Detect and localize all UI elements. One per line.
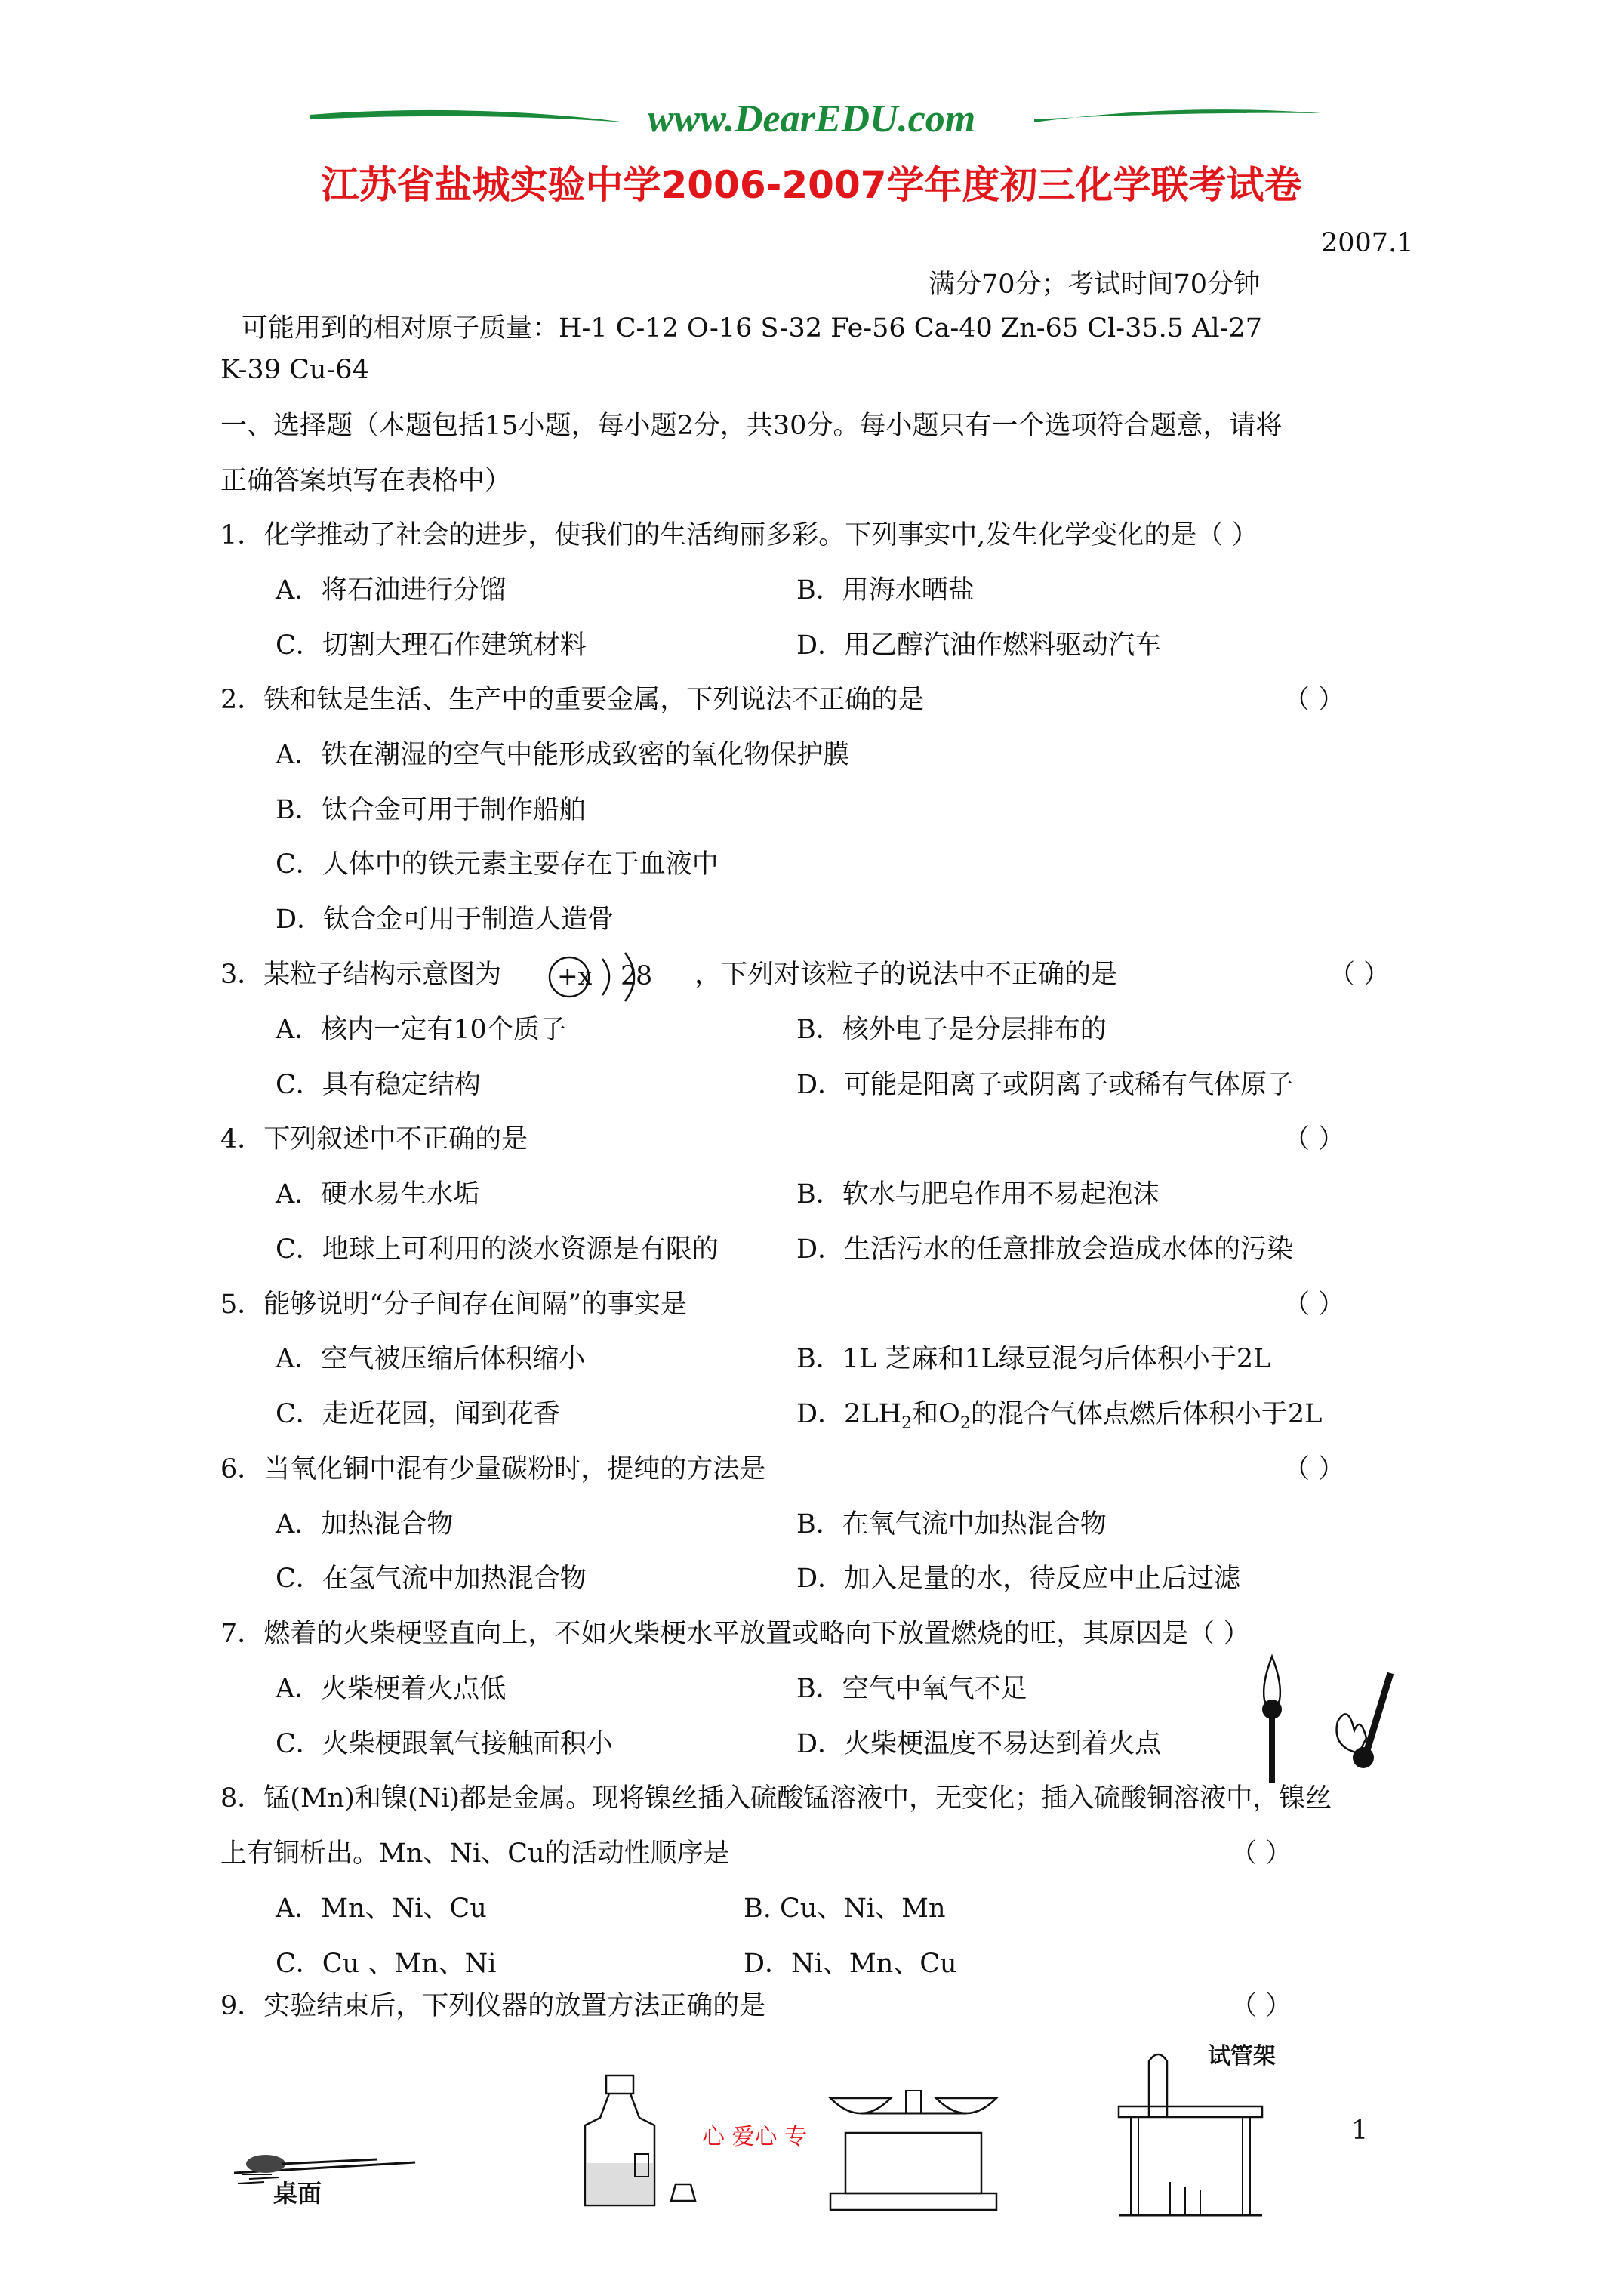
- q7-option-c: C．火柴梗跟氧气接触面积小: [276, 1729, 613, 1759]
- q9-answer-paren: （ ）: [1230, 1991, 1292, 2021]
- q5-option-c: C．走近花园，闻到花香: [276, 1399, 560, 1429]
- q3-answer-paren: （ ）: [1329, 960, 1390, 990]
- exam-title: 江苏省盐城实验中学2006-2007学年度初三化学联考试卷: [321, 163, 1302, 207]
- q2-option-b: B．钛合金可用于制作船舶: [276, 795, 586, 825]
- desk-label: 桌面: [273, 2179, 322, 2208]
- q3-stem-pre: 3．某粒子结构示意图为: [220, 960, 502, 990]
- match-upright-illustration: [1249, 1653, 1295, 1789]
- q4-option-d: D．生活污水的任意排放会造成水体的污染: [796, 1234, 1294, 1265]
- q8-option-c: C．Cu 、Mn、Ni: [276, 1949, 497, 1979]
- q4-option-a: A．硬水易生水垢: [276, 1179, 480, 1210]
- q4-option-c: C．地球上可利用的淡水资源是有限的: [276, 1234, 719, 1265]
- q7-option-b: B．空气中氧气不足: [796, 1674, 1027, 1704]
- q5-option-a: A．空气被压缩后体积缩小: [276, 1344, 586, 1374]
- q6-option-b: B．在氧气流中加热混合物: [796, 1509, 1107, 1539]
- balance-scale-illustration: [815, 2080, 1012, 2224]
- q6-answer-paren: （ ）: [1283, 1454, 1345, 1484]
- q6-stem: 6．当氧化铜中混有少量碳粉时，提纯的方法是: [220, 1454, 766, 1484]
- q2-option-d: D．钛合金可用于制造人造骨: [276, 905, 614, 935]
- q7-option-a: A．火柴梗着火点低: [276, 1674, 507, 1704]
- q2-option-c: C．人体中的铁元素主要存在于血液中: [276, 849, 719, 880]
- q1-stem: 1．化学推动了社会的进步，使我们的生活绚丽多彩。下列事实中,发生化学变化的是（ ）: [220, 520, 1258, 550]
- q4-stem: 4．下列叙述中不正确的是: [220, 1124, 528, 1154]
- atom-nucleus-label: +x: [557, 961, 593, 991]
- atomic-masses-line1: 可能用到的相对原子质量：H-1 C-12 O-16 S-32 Fe-56 Ca-40 Zn-65 Cl-35.5 Al-27: [242, 313, 1262, 344]
- q8-option-a: A．Mn、Ni、Cu: [276, 1894, 487, 1924]
- page-number: 1: [1351, 2116, 1369, 2146]
- q2-option-a: A．铁在潮湿的空气中能形成致密的氧化物保护膜: [276, 740, 850, 770]
- reagent-bottle-illustration: [570, 2073, 713, 2216]
- atom-shell1-electrons: 2: [621, 961, 638, 991]
- q6-option-c: C．在氢气流中加热混合物: [276, 1564, 587, 1594]
- q5-option-b: B．1L 芝麻和1L绿豆混匀后体积小于2L: [796, 1344, 1271, 1374]
- exam-date: 2007.1: [1321, 228, 1414, 258]
- exam-meta: 满分70分；考试时间70分钟: [929, 270, 1261, 300]
- test-tube-rack-label: 试管架: [1208, 2043, 1276, 2069]
- q5-option-d: D．$2LH_2$和$O_2$的混合气体点燃后体积小于2L: [796, 1399, 1323, 1433]
- q6-option-a: A．加热混合物: [276, 1509, 454, 1539]
- atom-shell2-electrons: 8: [636, 961, 653, 991]
- match-tilted-illustration: [1321, 1669, 1404, 1774]
- q3-option-b: B．核外电子是分层排布的: [796, 1015, 1107, 1045]
- q3-option-d: D．可能是阳离子或阴离子或稀有气体原子: [796, 1070, 1294, 1100]
- q2-stem: 2．铁和钛是生活、生产中的重要金属，下列说法不正确的是: [220, 685, 925, 715]
- q6-option-d: D．加入足量的水，待反应中止后过滤: [796, 1564, 1241, 1594]
- footer-watermark: 心 爱心 专: [702, 2124, 808, 2150]
- q3-option-a: A．核内一定有10个质子: [276, 1015, 566, 1045]
- q1-option-d: D．用乙醇汽油作燃料驱动汽车: [796, 630, 1162, 661]
- q8-stem-line1: 8．锰(Mn)和镍(Ni)都是金属。现将镍丝插入硫酸锰溶液中，无变化；插入硫酸铜溶液中，镍丝: [220, 1783, 1332, 1814]
- q8-option-b: B. Cu、Ni、Mn: [744, 1894, 946, 1924]
- q7-option-d: D．火柴梗温度不易达到着火点: [796, 1729, 1162, 1759]
- section-heading-line1: 一、选择题（本题包括15小题，每小题2分，共30分。每小题只有一个选项符合题意，请将: [220, 411, 1283, 441]
- q4-option-b: B．软水与肥皂作用不易起泡沫: [796, 1179, 1160, 1210]
- site-logo-text: www.DearEDU.com: [647, 97, 976, 140]
- q3-stem-post: ，下列对该粒子的说法中不正确的是: [694, 960, 1118, 990]
- atomic-masses-line2: K-39 Cu-64: [220, 355, 369, 385]
- q2-answer-paren: （ ）: [1283, 685, 1345, 715]
- q1-option-b: B．用海水晒盐: [796, 575, 975, 606]
- q5-answer-paren: （ ）: [1283, 1290, 1345, 1320]
- dropper-on-desk-illustration: [226, 2137, 423, 2220]
- q8-option-d: D．Ni、Mn、Cu: [744, 1949, 957, 1979]
- q7-stem: 7．燃着的火柴梗竖直向上，不如火柴梗水平放置或略向下放置燃烧的旺，其原因是（ ）: [220, 1619, 1250, 1649]
- q1-option-a: A．将石油进行分馏: [276, 575, 507, 606]
- q9-stem: 9．实验结束后，下列仪器的放置方法正确的是: [220, 1991, 766, 2021]
- q4-answer-paren: （ ）: [1283, 1124, 1345, 1154]
- q8-answer-paren: （ ）: [1230, 1838, 1292, 1869]
- section-heading-line2: 正确答案填写在表格中）: [220, 466, 512, 496]
- q5-stem: 5．能够说明“分子间存在间隔”的事实是: [220, 1290, 688, 1320]
- q3-option-c: C．具有稳定结构: [276, 1070, 481, 1100]
- q8-stem-line2: 上有铜析出。Mn、Ni、Cu的活动性顺序是: [220, 1838, 730, 1869]
- q1-option-c: C．切割大理石作建筑材料: [276, 630, 587, 661]
